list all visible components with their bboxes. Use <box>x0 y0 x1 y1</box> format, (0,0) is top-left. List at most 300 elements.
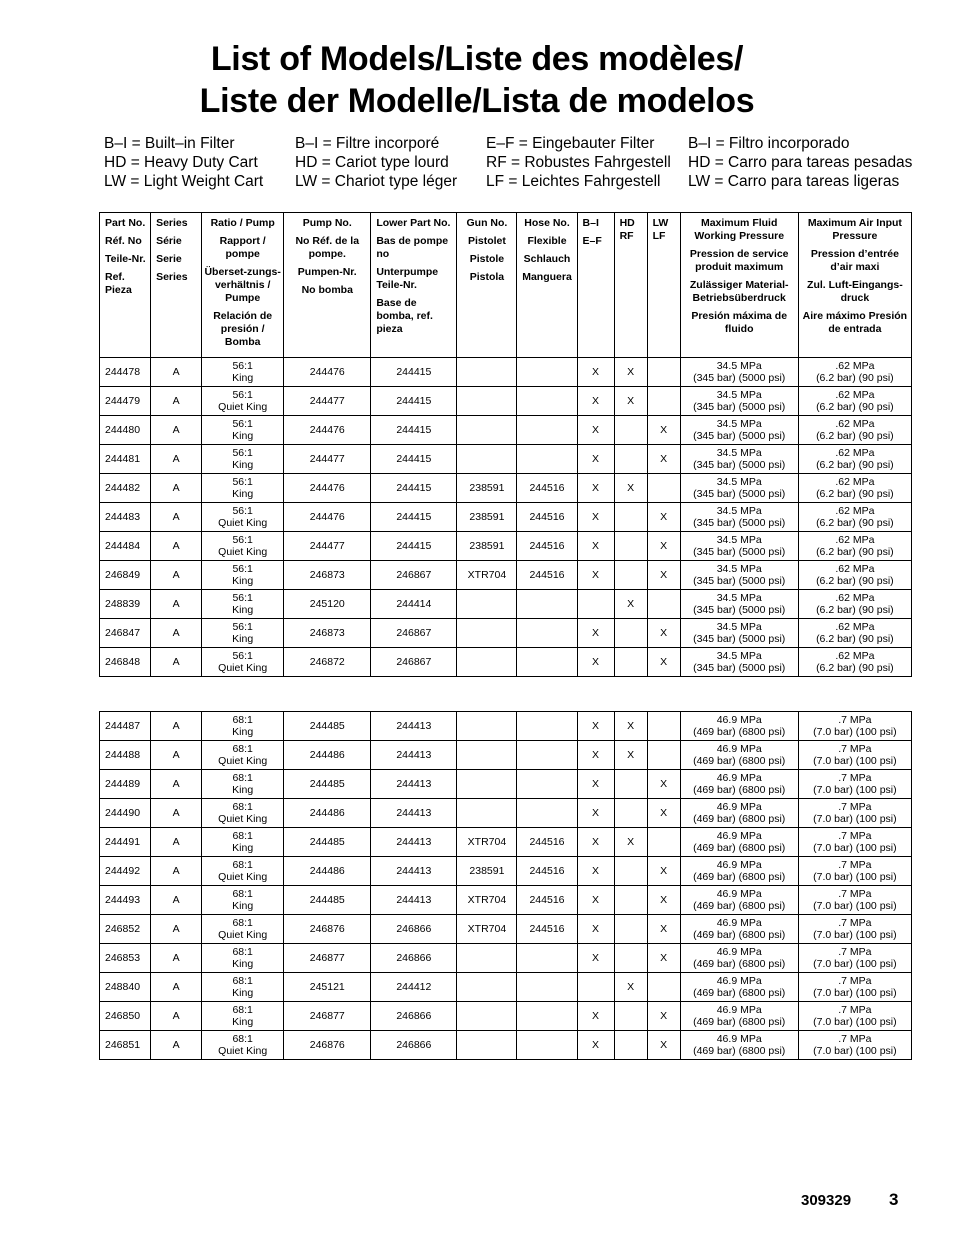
max-fluid-pressure-cell: 34.5 MPa (345 bar) (5000 psi) <box>680 416 798 445</box>
header-part-no: Part No. Réf. No Teile-Nr. Ref. Pieza <box>100 213 151 358</box>
ratio-pump-cell: 56:1 Quiet King <box>202 648 284 677</box>
legend-item: HD = Cariot type lourd <box>295 154 449 171</box>
legend-item: B–I = Filtro incorporado <box>688 135 850 152</box>
header-heavy-duty: HD RF <box>614 213 647 358</box>
heavy-duty-cell: X <box>614 741 647 770</box>
gun-no-cell <box>457 387 517 416</box>
max-fluid-pressure-cell: 34.5 MPa (345 bar) (5000 psi) <box>680 445 798 474</box>
max-fluid-pressure-cell: 34.5 MPa (345 bar) (5000 psi) <box>680 648 798 677</box>
lower-part-no-cell: 244413 <box>371 741 457 770</box>
table-row <box>100 590 912 619</box>
built-in-filter-cell: X <box>577 445 614 474</box>
hose-no-cell: 244516 <box>517 886 577 915</box>
heavy-duty-cell <box>614 886 647 915</box>
built-in-filter-cell: X <box>577 474 614 503</box>
page-title <box>0 38 954 122</box>
gun-no-cell <box>457 1002 517 1031</box>
table-row <box>100 503 912 532</box>
series-cell: A <box>151 474 202 503</box>
lower-part-no-cell: 244413 <box>371 886 457 915</box>
part-no-cell: 244483 <box>100 503 151 532</box>
legend-item: B–I = Built–in Filter <box>104 135 235 152</box>
lower-part-no-cell: 246867 <box>371 648 457 677</box>
ratio-pump-cell: 68:1 King <box>202 712 284 741</box>
max-fluid-pressure-cell: 46.9 MPa (469 bar) (6800 psi) <box>680 712 798 741</box>
heavy-duty-cell: X <box>614 712 647 741</box>
lower-part-no-cell: 244414 <box>371 590 457 619</box>
part-no-cell: 244488 <box>100 741 151 770</box>
heavy-duty-cell: X <box>614 387 647 416</box>
light-weight-cell: X <box>647 944 680 973</box>
part-no-cell: 246847 <box>100 619 151 648</box>
table-row <box>100 857 912 886</box>
built-in-filter-cell: X <box>577 416 614 445</box>
max-air-pressure-cell: .62 MPa (6.2 bar) (90 psi) <box>798 532 911 561</box>
hose-no-cell <box>517 944 577 973</box>
ratio-pump-cell: 56:1 King <box>202 561 284 590</box>
max-air-pressure-cell: .7 MPa (7.0 bar) (100 psi) <box>798 1002 911 1031</box>
legend-item: LW = Carro para tareas ligeras <box>688 173 900 190</box>
gun-no-cell: 238591 <box>457 474 517 503</box>
built-in-filter-cell: X <box>577 532 614 561</box>
heavy-duty-cell <box>614 561 647 590</box>
light-weight-cell <box>647 973 680 1002</box>
table-row <box>100 474 912 503</box>
built-in-filter-cell: X <box>577 387 614 416</box>
gun-no-cell <box>457 799 517 828</box>
hose-no-cell: 244516 <box>517 828 577 857</box>
lower-part-no-cell: 244415 <box>371 387 457 416</box>
pump-no-cell: 244476 <box>284 474 371 503</box>
part-no-cell: 248840 <box>100 973 151 1002</box>
built-in-filter-cell: X <box>577 619 614 648</box>
legend-english <box>104 134 263 191</box>
max-air-pressure-cell: .7 MPa (7.0 bar) (100 psi) <box>798 770 911 799</box>
table-row <box>100 387 912 416</box>
max-air-pressure-cell: .7 MPa (7.0 bar) (100 psi) <box>798 915 911 944</box>
ratio-pump-cell: 68:1 Quiet King <box>202 857 284 886</box>
gun-no-cell: 238591 <box>457 503 517 532</box>
heavy-duty-cell: X <box>614 828 647 857</box>
legend-spanish <box>688 134 912 191</box>
heavy-duty-cell <box>614 619 647 648</box>
light-weight-cell: X <box>647 619 680 648</box>
built-in-filter-cell: X <box>577 561 614 590</box>
max-air-pressure-cell: .7 MPa (7.0 bar) (100 psi) <box>798 799 911 828</box>
part-no-cell: 246853 <box>100 944 151 973</box>
series-cell: A <box>151 741 202 770</box>
table-row <box>100 828 912 857</box>
ratio-pump-cell: 68:1 King <box>202 886 284 915</box>
pump-no-cell: 245120 <box>284 590 371 619</box>
ratio-pump-cell: 68:1 Quiet King <box>202 915 284 944</box>
legend-item: E–F = Eingebauter Filter <box>486 135 655 152</box>
series-cell: A <box>151 503 202 532</box>
part-no-cell: 244482 <box>100 474 151 503</box>
lower-part-no-cell: 244413 <box>371 770 457 799</box>
series-cell: A <box>151 973 202 1002</box>
max-fluid-pressure-cell: 46.9 MPa (469 bar) (6800 psi) <box>680 1031 798 1060</box>
max-fluid-pressure-cell: 46.9 MPa (469 bar) (6800 psi) <box>680 770 798 799</box>
series-cell: A <box>151 648 202 677</box>
lower-part-no-cell: 246866 <box>371 944 457 973</box>
max-fluid-pressure-cell: 34.5 MPa (345 bar) (5000 psi) <box>680 503 798 532</box>
pump-no-cell: 244486 <box>284 741 371 770</box>
gun-no-cell <box>457 416 517 445</box>
ratio-pump-cell: 56:1 King <box>202 445 284 474</box>
gun-no-cell <box>457 1031 517 1060</box>
heavy-duty-cell <box>614 1031 647 1060</box>
ratio-pump-cell: 68:1 King <box>202 944 284 973</box>
pump-no-cell: 244476 <box>284 503 371 532</box>
lower-part-no-cell: 244413 <box>371 828 457 857</box>
pump-no-cell: 244477 <box>284 445 371 474</box>
series-cell: A <box>151 561 202 590</box>
part-no-cell: 244480 <box>100 416 151 445</box>
series-cell: A <box>151 828 202 857</box>
light-weight-cell: X <box>647 416 680 445</box>
lower-part-no-cell: 244413 <box>371 799 457 828</box>
max-air-pressure-cell: .7 MPa (7.0 bar) (100 psi) <box>798 741 911 770</box>
models-table-68-1 <box>99 711 912 1060</box>
built-in-filter-cell: X <box>577 712 614 741</box>
heavy-duty-cell <box>614 915 647 944</box>
table-row <box>100 741 912 770</box>
heavy-duty-cell <box>614 770 647 799</box>
max-fluid-pressure-cell: 34.5 MPa (345 bar) (5000 psi) <box>680 358 798 387</box>
lower-part-no-cell: 244415 <box>371 358 457 387</box>
series-cell: A <box>151 944 202 973</box>
light-weight-cell <box>647 590 680 619</box>
heavy-duty-cell: X <box>614 474 647 503</box>
light-weight-cell: X <box>647 857 680 886</box>
table-row <box>100 770 912 799</box>
part-no-cell: 244487 <box>100 712 151 741</box>
pump-no-cell: 246873 <box>284 561 371 590</box>
series-cell: A <box>151 1002 202 1031</box>
ratio-pump-cell: 56:1 Quiet King <box>202 532 284 561</box>
part-no-cell: 246848 <box>100 648 151 677</box>
table-row <box>100 445 912 474</box>
series-cell: A <box>151 619 202 648</box>
built-in-filter-cell: X <box>577 1002 614 1031</box>
header-max-air-pressure: Maximum Air Input Pressure Pression d’entrée d’air maxi Zul. Luft-Eingangs-druck Aire máximo Presión de entrada <box>798 213 911 358</box>
gun-no-cell <box>457 648 517 677</box>
hose-no-cell <box>517 445 577 474</box>
light-weight-cell: X <box>647 503 680 532</box>
legend-french <box>295 134 457 191</box>
max-air-pressure-cell: .62 MPa (6.2 bar) (90 psi) <box>798 416 911 445</box>
ratio-pump-cell: 56:1 King <box>202 358 284 387</box>
part-no-cell: 246850 <box>100 1002 151 1031</box>
light-weight-cell: X <box>647 799 680 828</box>
hose-no-cell <box>517 387 577 416</box>
built-in-filter-cell: X <box>577 770 614 799</box>
hose-no-cell <box>517 712 577 741</box>
series-cell: A <box>151 416 202 445</box>
ratio-pump-cell: 68:1 King <box>202 973 284 1002</box>
lower-part-no-cell: 244415 <box>371 503 457 532</box>
max-air-pressure-cell: .7 MPa (7.0 bar) (100 psi) <box>798 712 911 741</box>
part-no-cell: 248839 <box>100 590 151 619</box>
built-in-filter-cell: X <box>577 828 614 857</box>
lower-part-no-cell: 244413 <box>371 712 457 741</box>
heavy-duty-cell <box>614 857 647 886</box>
series-cell: A <box>151 358 202 387</box>
pump-no-cell: 244477 <box>284 532 371 561</box>
light-weight-cell: X <box>647 1031 680 1060</box>
gun-no-cell <box>457 973 517 1002</box>
max-air-pressure-cell: .62 MPa (6.2 bar) (90 psi) <box>798 445 911 474</box>
hose-no-cell: 244516 <box>517 532 577 561</box>
max-air-pressure-cell: .7 MPa (7.0 bar) (100 psi) <box>798 828 911 857</box>
heavy-duty-cell <box>614 445 647 474</box>
gun-no-cell <box>457 445 517 474</box>
built-in-filter-cell <box>577 590 614 619</box>
light-weight-cell: X <box>647 770 680 799</box>
light-weight-cell: X <box>647 532 680 561</box>
legend-item: LW = Light Weight Cart <box>104 173 264 190</box>
max-fluid-pressure-cell: 34.5 MPa (345 bar) (5000 psi) <box>680 590 798 619</box>
heavy-duty-cell <box>614 944 647 973</box>
pump-no-cell: 244476 <box>284 416 371 445</box>
header-light-weight: LW LF <box>647 213 680 358</box>
ratio-pump-cell: 68:1 Quiet King <box>202 1031 284 1060</box>
part-no-cell: 244493 <box>100 886 151 915</box>
built-in-filter-cell: X <box>577 915 614 944</box>
gun-no-cell <box>457 770 517 799</box>
max-fluid-pressure-cell: 46.9 MPa (469 bar) (6800 psi) <box>680 857 798 886</box>
header-built-in-filter: B–I E–F <box>577 213 614 358</box>
series-cell: A <box>151 445 202 474</box>
ratio-pump-cell: 56:1 King <box>202 416 284 445</box>
max-air-pressure-cell: .62 MPa (6.2 bar) (90 psi) <box>798 503 911 532</box>
light-weight-cell <box>647 741 680 770</box>
heavy-duty-cell <box>614 799 647 828</box>
part-no-cell: 244490 <box>100 799 151 828</box>
series-cell: A <box>151 857 202 886</box>
gun-no-cell: XTR704 <box>457 828 517 857</box>
built-in-filter-cell: X <box>577 886 614 915</box>
series-cell: A <box>151 532 202 561</box>
table-row <box>100 799 912 828</box>
max-fluid-pressure-cell: 34.5 MPa (345 bar) (5000 psi) <box>680 561 798 590</box>
series-cell: A <box>151 770 202 799</box>
document-number: 309329 <box>801 1192 852 1209</box>
pump-no-cell: 246876 <box>284 1031 371 1060</box>
ratio-pump-cell: 68:1 King <box>202 770 284 799</box>
max-fluid-pressure-cell: 46.9 MPa (469 bar) (6800 psi) <box>680 799 798 828</box>
part-no-cell: 246851 <box>100 1031 151 1060</box>
legend-german <box>486 134 671 191</box>
light-weight-cell: X <box>647 648 680 677</box>
pump-no-cell: 245121 <box>284 973 371 1002</box>
lower-part-no-cell: 246867 <box>371 619 457 648</box>
gun-no-cell <box>457 944 517 973</box>
part-no-cell: 244478 <box>100 358 151 387</box>
part-no-cell: 244489 <box>100 770 151 799</box>
pump-no-cell: 246872 <box>284 648 371 677</box>
max-air-pressure-cell: .7 MPa (7.0 bar) (100 psi) <box>798 857 911 886</box>
part-no-cell: 244479 <box>100 387 151 416</box>
max-fluid-pressure-cell: 46.9 MPa (469 bar) (6800 psi) <box>680 828 798 857</box>
hose-no-cell <box>517 590 577 619</box>
lower-part-no-cell: 244415 <box>371 474 457 503</box>
max-air-pressure-cell: .7 MPa (7.0 bar) (100 psi) <box>798 973 911 1002</box>
legend-item: LW = Chariot type léger <box>295 173 458 190</box>
pump-no-cell: 246873 <box>284 619 371 648</box>
series-cell: A <box>151 387 202 416</box>
hose-no-cell <box>517 648 577 677</box>
title-line-1: List of Models/Liste des modèles/ <box>210 40 744 78</box>
max-fluid-pressure-cell: 46.9 MPa (469 bar) (6800 psi) <box>680 973 798 1002</box>
header-hose-no: Hose No. Flexible Schlauch Manguera <box>517 213 577 358</box>
lower-part-no-cell: 246866 <box>371 915 457 944</box>
hose-no-cell <box>517 741 577 770</box>
part-no-cell: 244491 <box>100 828 151 857</box>
table-row <box>100 561 912 590</box>
hose-no-cell <box>517 799 577 828</box>
max-air-pressure-cell: .62 MPa (6.2 bar) (90 psi) <box>798 474 911 503</box>
heavy-duty-cell <box>614 648 647 677</box>
built-in-filter-cell: X <box>577 503 614 532</box>
max-fluid-pressure-cell: 34.5 MPa (345 bar) (5000 psi) <box>680 619 798 648</box>
light-weight-cell <box>647 387 680 416</box>
header-series: Series Série Serie Series <box>151 213 202 358</box>
max-fluid-pressure-cell: 34.5 MPa (345 bar) (5000 psi) <box>680 474 798 503</box>
light-weight-cell <box>647 474 680 503</box>
legend-item: HD = Carro para tareas pesadas <box>688 154 913 171</box>
heavy-duty-cell <box>614 503 647 532</box>
built-in-filter-cell <box>577 973 614 1002</box>
gun-no-cell: XTR704 <box>457 886 517 915</box>
table-row <box>100 886 912 915</box>
header-ratio-pump: Ratio / Pump Rapport / pompe Überset-zungs-verhältnis / Pumpe Relación de presión / Bomba <box>202 213 284 358</box>
ratio-pump-cell: 56:1 King <box>202 619 284 648</box>
max-air-pressure-cell: .62 MPa (6.2 bar) (90 psi) <box>798 590 911 619</box>
light-weight-cell <box>647 828 680 857</box>
gun-no-cell <box>457 741 517 770</box>
built-in-filter-cell: X <box>577 1031 614 1060</box>
max-air-pressure-cell: .7 MPa (7.0 bar) (100 psi) <box>798 944 911 973</box>
lower-part-no-cell: 244415 <box>371 445 457 474</box>
table-row <box>100 1031 912 1060</box>
lower-part-no-cell: 246866 <box>371 1002 457 1031</box>
max-fluid-pressure-cell: 46.9 MPa (469 bar) (6800 psi) <box>680 915 798 944</box>
hose-no-cell: 244516 <box>517 857 577 886</box>
table-row <box>100 416 912 445</box>
series-cell: A <box>151 712 202 741</box>
part-no-cell: 244492 <box>100 857 151 886</box>
max-air-pressure-cell: .7 MPa (7.0 bar) (100 psi) <box>798 886 911 915</box>
ratio-pump-cell: 68:1 Quiet King <box>202 799 284 828</box>
models-table-56-1 <box>99 212 912 677</box>
pump-no-cell: 246877 <box>284 944 371 973</box>
max-fluid-pressure-cell: 46.9 MPa (469 bar) (6800 psi) <box>680 741 798 770</box>
hose-no-cell <box>517 416 577 445</box>
lower-part-no-cell: 244412 <box>371 973 457 1002</box>
ratio-pump-cell: 68:1 King <box>202 1002 284 1031</box>
light-weight-cell: X <box>647 915 680 944</box>
hose-no-cell: 244516 <box>517 915 577 944</box>
series-cell: A <box>151 915 202 944</box>
max-air-pressure-cell: .62 MPa (6.2 bar) (90 psi) <box>798 648 911 677</box>
table-row <box>100 1002 912 1031</box>
hose-no-cell: 244516 <box>517 474 577 503</box>
table-row <box>100 973 912 1002</box>
table-row <box>100 944 912 973</box>
lower-part-no-cell: 246866 <box>371 1031 457 1060</box>
lower-part-no-cell: 244415 <box>371 416 457 445</box>
series-cell: A <box>151 590 202 619</box>
table-row <box>100 532 912 561</box>
title-line-2: Liste der Modelle/Lista de modelos <box>199 82 755 120</box>
max-air-pressure-cell: .62 MPa (6.2 bar) (90 psi) <box>798 358 911 387</box>
part-no-cell: 246849 <box>100 561 151 590</box>
max-air-pressure-cell: .62 MPa (6.2 bar) (90 psi) <box>798 561 911 590</box>
hose-no-cell <box>517 1031 577 1060</box>
heavy-duty-cell: X <box>614 590 647 619</box>
ratio-pump-cell: 56:1 King <box>202 474 284 503</box>
series-cell: A <box>151 799 202 828</box>
lower-part-no-cell: 246867 <box>371 561 457 590</box>
legend-item: B–I = Filtre incorporé <box>295 135 440 152</box>
max-fluid-pressure-cell: 46.9 MPa (469 bar) (6800 psi) <box>680 1002 798 1031</box>
max-fluid-pressure-cell: 34.5 MPa (345 bar) (5000 psi) <box>680 532 798 561</box>
hose-no-cell <box>517 1002 577 1031</box>
table-row <box>100 712 912 741</box>
max-fluid-pressure-cell: 34.5 MPa (345 bar) (5000 psi) <box>680 387 798 416</box>
heavy-duty-cell <box>614 416 647 445</box>
hose-no-cell <box>517 619 577 648</box>
pump-no-cell: 244486 <box>284 857 371 886</box>
heavy-duty-cell: X <box>614 358 647 387</box>
series-cell: A <box>151 1031 202 1060</box>
heavy-duty-cell: X <box>614 973 647 1002</box>
header-pump-no: Pump No. No Réf. de la pompe. Pumpen-Nr. No bomba <box>284 213 371 358</box>
pump-no-cell: 244485 <box>284 770 371 799</box>
pump-no-cell: 244486 <box>284 799 371 828</box>
gun-no-cell <box>457 619 517 648</box>
part-no-cell: 244484 <box>100 532 151 561</box>
table-row <box>100 915 912 944</box>
table-row <box>100 648 912 677</box>
ratio-pump-cell: 68:1 Quiet King <box>202 741 284 770</box>
ratio-pump-cell: 56:1 King <box>202 590 284 619</box>
part-no-cell: 244481 <box>100 445 151 474</box>
built-in-filter-cell: X <box>577 857 614 886</box>
built-in-filter-cell: X <box>577 358 614 387</box>
heavy-duty-cell <box>614 1002 647 1031</box>
pump-no-cell: 246876 <box>284 915 371 944</box>
header-gun-no: Gun No. Pistolet Pistole Pistola <box>457 213 517 358</box>
table-row <box>100 358 912 387</box>
legend-item: RF = Robustes Fahrgestell <box>486 154 671 171</box>
gun-no-cell: XTR704 <box>457 915 517 944</box>
pump-no-cell: 244476 <box>284 358 371 387</box>
built-in-filter-cell: X <box>577 799 614 828</box>
ratio-pump-cell: 56:1 Quiet King <box>202 387 284 416</box>
gun-no-cell: XTR704 <box>457 561 517 590</box>
light-weight-cell: X <box>647 1002 680 1031</box>
legend-item: LF = Leichtes Fahrgestell <box>486 173 661 190</box>
gun-no-cell <box>457 712 517 741</box>
light-weight-cell: X <box>647 886 680 915</box>
gun-no-cell: 238591 <box>457 532 517 561</box>
max-air-pressure-cell: .7 MPa (7.0 bar) (100 psi) <box>798 1031 911 1060</box>
gun-no-cell <box>457 358 517 387</box>
ratio-pump-cell: 68:1 King <box>202 828 284 857</box>
